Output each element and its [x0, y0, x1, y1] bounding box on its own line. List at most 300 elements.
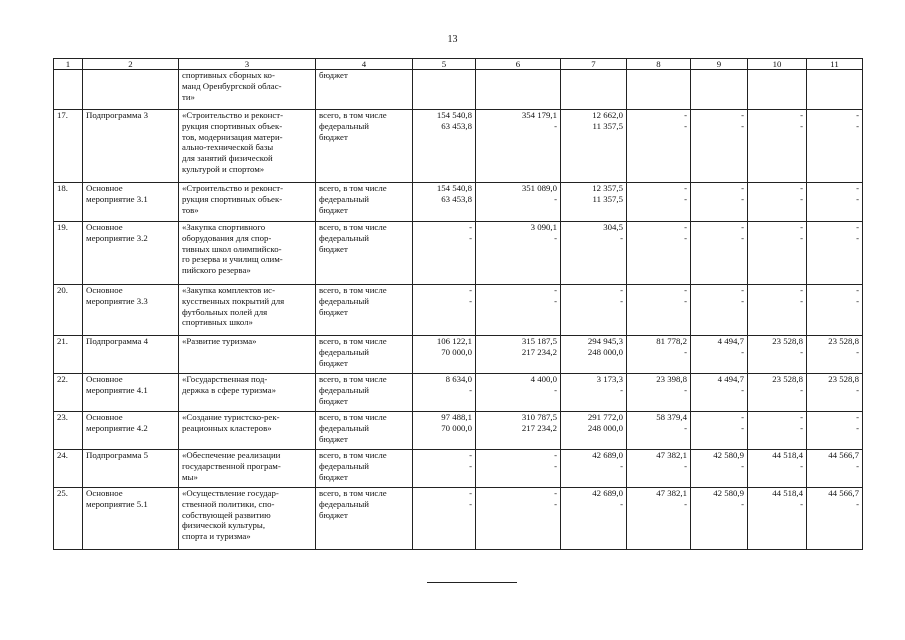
cell-line: бюджет	[319, 70, 348, 80]
row-number: 18.	[54, 183, 83, 222]
year-value-cell	[691, 183, 748, 222]
year-value-cell	[807, 222, 863, 285]
funding-value: 11 357,5	[592, 120, 623, 131]
funding-value: -	[741, 412, 744, 422]
table-row	[54, 110, 863, 183]
funding-value: 23 528,8	[772, 374, 803, 384]
funding-value: -	[741, 422, 744, 433]
funding-value: -	[856, 346, 859, 357]
element-name	[83, 70, 179, 110]
year-value-cell	[691, 450, 748, 488]
year-value-cell	[748, 222, 807, 285]
year-value-cell	[748, 374, 807, 412]
cell-line: бюджет	[319, 306, 348, 317]
funding-value: 44 566,7	[828, 450, 859, 460]
cell-line: «Осуществление государ-	[182, 488, 279, 498]
element-name	[83, 183, 179, 222]
cell-line: мероприятие 3.1	[86, 193, 148, 204]
funding-value: -	[800, 285, 803, 295]
year-value-cell	[627, 183, 691, 222]
funding-source	[316, 222, 413, 285]
funding-value: -	[684, 422, 687, 433]
year-value-cell	[476, 110, 561, 183]
cell-line: бюджет	[319, 433, 348, 444]
element-title	[179, 374, 316, 412]
year-value-cell	[627, 488, 691, 550]
funding-value: 12 662,0	[592, 110, 623, 120]
cell-line: реационных кластеров»	[182, 422, 272, 433]
element-name	[83, 450, 179, 488]
funding-value: -	[684, 346, 687, 357]
cell-line: бюджет	[319, 357, 348, 368]
funding-value: -	[800, 120, 803, 131]
element-title	[179, 450, 316, 488]
year-value-cell	[413, 336, 476, 374]
row-number: 19.	[54, 222, 83, 285]
cell-line: бюджет	[319, 243, 348, 254]
cell-line: мы»	[182, 471, 198, 482]
year-value-cell	[476, 70, 561, 110]
year-value-cell	[748, 336, 807, 374]
year-value-cell	[561, 336, 627, 374]
cell-line: федеральный	[319, 384, 369, 395]
funding-value: 44 566,7	[828, 488, 859, 498]
column-header: 11	[807, 59, 863, 70]
funding-value: -	[554, 295, 557, 306]
cell-line: «Строительство и реконст-	[182, 110, 284, 120]
cell-line: бюджет	[319, 509, 348, 520]
table-row	[54, 412, 863, 450]
funding-value: -	[856, 422, 859, 433]
table-row	[54, 183, 863, 222]
funding-value: -	[856, 120, 859, 131]
funding-value: 44 518,4	[772, 450, 803, 460]
row-number: 22.	[54, 374, 83, 412]
cell-line: федеральный	[319, 232, 369, 243]
year-value-cell	[691, 374, 748, 412]
funding-value: 248 000,0	[587, 422, 623, 433]
funding-value: 106 122,1	[436, 336, 472, 346]
cell-line: спорта и туризма»	[182, 531, 251, 542]
funding-value: -	[800, 422, 803, 433]
funding-source	[316, 488, 413, 550]
table-row	[54, 70, 863, 110]
element-title	[179, 285, 316, 336]
year-value-cell	[413, 450, 476, 488]
year-value-cell	[413, 70, 476, 110]
funding-source	[316, 70, 413, 110]
column-number-row	[54, 59, 863, 70]
cell-line: мероприятие 5.1	[86, 498, 148, 509]
funding-value: 47 382,1	[656, 488, 687, 498]
cell-line: федеральный	[319, 193, 369, 204]
cell-line: рукция спортивных объек-	[182, 120, 283, 131]
funding-value: 3 090,1	[530, 222, 557, 232]
funding-value: -	[856, 384, 859, 395]
funding-value: 97 488,1	[441, 412, 472, 422]
funding-value: -	[469, 498, 472, 509]
cell-line: кусственных покрытий для	[182, 295, 285, 306]
cell-line: Основное	[86, 183, 123, 193]
funding-value: -	[684, 295, 687, 306]
element-name	[83, 412, 179, 450]
year-value-cell	[627, 222, 691, 285]
funding-value: -	[684, 222, 687, 232]
column-header: 5	[413, 59, 476, 70]
funding-value: -	[800, 460, 803, 471]
year-value-cell	[561, 183, 627, 222]
funding-value: -	[684, 498, 687, 509]
row-number: 24.	[54, 450, 83, 488]
funding-value: -	[856, 285, 859, 295]
column-header: 6	[476, 59, 561, 70]
funding-value: -	[620, 498, 623, 509]
cell-line: ально-технической базы	[182, 142, 274, 153]
element-title	[179, 412, 316, 450]
year-value-cell	[627, 374, 691, 412]
column-header: 8	[627, 59, 691, 70]
funding-source	[316, 374, 413, 412]
element-title	[179, 183, 316, 222]
cell-line: всего, в том числе	[319, 450, 387, 460]
year-value-cell	[691, 222, 748, 285]
year-value-cell	[413, 488, 476, 550]
funding-value: -	[741, 183, 744, 193]
funding-value: -	[800, 384, 803, 395]
funding-value: 4 494,7	[717, 336, 744, 346]
funding-value: 70 000,0	[441, 346, 472, 357]
funding-value: -	[800, 498, 803, 509]
funding-value: -	[856, 295, 859, 306]
funding-value: 70 000,0	[441, 422, 472, 433]
cell-line: федеральный	[319, 498, 369, 509]
element-name	[83, 110, 179, 183]
funding-value: -	[800, 412, 803, 422]
year-value-cell	[627, 412, 691, 450]
year-value-cell	[561, 374, 627, 412]
year-value-cell	[691, 412, 748, 450]
year-value-cell	[413, 222, 476, 285]
cell-line: Подпрограмма 4	[86, 336, 148, 346]
funding-value: -	[684, 183, 687, 193]
funding-value: -	[469, 450, 472, 460]
year-value-cell	[807, 183, 863, 222]
funding-value: -	[684, 460, 687, 471]
cell-line: тов, модернизация матери-	[182, 131, 283, 142]
cell-line: мероприятие 3.3	[86, 295, 148, 306]
cell-line: для занятий физической	[182, 153, 273, 164]
cell-line: бюджет	[319, 131, 348, 142]
funding-value: -	[856, 193, 859, 204]
funding-value: 63 453,8	[441, 120, 472, 131]
funding-value: -	[620, 232, 623, 243]
cell-line: физической культуры,	[182, 520, 266, 531]
cell-line: рукция спортивных объек-	[182, 193, 283, 204]
cell-line: бюджет	[319, 204, 348, 215]
funding-value: -	[554, 193, 557, 204]
column-header: 1	[54, 59, 83, 70]
funding-value: 351 089,0	[521, 183, 557, 193]
funding-value: 11 357,5	[592, 193, 623, 204]
year-value-cell	[561, 412, 627, 450]
cell-line: всего, в том числе	[319, 374, 387, 384]
funding-value: -	[620, 460, 623, 471]
row-number: 23.	[54, 412, 83, 450]
funding-value: 154 540,8	[436, 110, 472, 120]
funding-value: -	[856, 412, 859, 422]
funding-value: -	[554, 384, 557, 395]
year-value-cell	[627, 70, 691, 110]
cell-line: «Обеспечение реализации	[182, 450, 281, 460]
funding-value: 248 000,0	[587, 346, 623, 357]
funding-value: -	[620, 384, 623, 395]
cell-line: манд Оренбургской облас-	[182, 80, 282, 91]
funding-value: 217 234,2	[521, 346, 557, 357]
funding-value: -	[554, 285, 557, 295]
year-value-cell	[748, 285, 807, 336]
row-number: 25.	[54, 488, 83, 550]
funding-value: -	[469, 488, 472, 498]
year-value-cell	[807, 336, 863, 374]
funding-value: -	[856, 498, 859, 509]
funding-value: -	[684, 384, 687, 395]
funding-value: -	[741, 460, 744, 471]
year-value-cell	[807, 110, 863, 183]
funding-value: -	[741, 222, 744, 232]
element-title	[179, 488, 316, 550]
funding-value: -	[469, 232, 472, 243]
cell-line: ти»	[182, 91, 195, 102]
cell-line: всего, в том числе	[319, 336, 387, 346]
row-number: 17.	[54, 110, 83, 183]
funding-value: -	[800, 193, 803, 204]
funding-source	[316, 110, 413, 183]
table-row	[54, 488, 863, 550]
funding-source	[316, 336, 413, 374]
year-value-cell	[748, 412, 807, 450]
cell-line: футбольных полей для	[182, 306, 268, 317]
element-name	[83, 488, 179, 550]
funding-value: -	[684, 232, 687, 243]
cell-line: Подпрограмма 3	[86, 110, 148, 120]
cell-line: держка в сфере туризма»	[182, 384, 276, 395]
cell-line: «Строительство и реконст-	[182, 183, 284, 193]
funding-value: -	[741, 498, 744, 509]
funding-source	[316, 450, 413, 488]
year-value-cell	[413, 285, 476, 336]
element-title	[179, 70, 316, 110]
year-value-cell	[561, 488, 627, 550]
funding-value: 3 173,3	[596, 374, 623, 384]
column-header: 4	[316, 59, 413, 70]
column-header: 10	[748, 59, 807, 70]
funding-value: 42 689,0	[592, 450, 623, 460]
cell-line: федеральный	[319, 295, 369, 306]
year-value-cell	[476, 285, 561, 336]
year-value-cell	[627, 110, 691, 183]
year-value-cell	[476, 336, 561, 374]
funding-source	[316, 285, 413, 336]
year-value-cell	[627, 336, 691, 374]
funding-value: -	[741, 232, 744, 243]
element-title	[179, 336, 316, 374]
funding-value: 42 689,0	[592, 488, 623, 498]
year-value-cell	[807, 285, 863, 336]
year-value-cell	[748, 183, 807, 222]
year-value-cell	[748, 70, 807, 110]
year-value-cell	[807, 412, 863, 450]
year-value-cell	[748, 450, 807, 488]
cell-line: бюджет	[319, 395, 348, 406]
cell-line: всего, в том числе	[319, 222, 387, 232]
year-value-cell	[691, 488, 748, 550]
table-row	[54, 336, 863, 374]
year-value-cell	[807, 70, 863, 110]
cell-line: бюджет	[319, 471, 348, 482]
funding-value: -	[684, 110, 687, 120]
funding-value: -	[684, 285, 687, 295]
funding-value: 8 634,0	[445, 374, 472, 384]
cell-line: всего, в том числе	[319, 110, 387, 120]
cell-line: тивных школ олимпийско-	[182, 243, 282, 254]
cell-line: Основное	[86, 285, 123, 295]
funding-value: 23 398,8	[656, 374, 687, 384]
funding-value: 47 382,1	[656, 450, 687, 460]
year-value-cell	[413, 374, 476, 412]
cell-line: собствующей развитию	[182, 509, 271, 520]
funding-source	[316, 412, 413, 450]
funding-value: 23 528,8	[828, 374, 859, 384]
funding-value: 42 580,9	[713, 488, 744, 498]
year-value-cell	[748, 488, 807, 550]
cell-line: спортивных школ»	[182, 317, 253, 328]
funding-value: -	[856, 183, 859, 193]
column-header: 9	[691, 59, 748, 70]
funding-value: -	[800, 295, 803, 306]
element-name	[83, 222, 179, 285]
element-title	[179, 110, 316, 183]
year-value-cell	[413, 183, 476, 222]
cell-line: тов»	[182, 204, 199, 215]
cell-line: «Создание туристско-рек-	[182, 412, 280, 422]
element-name	[83, 374, 179, 412]
funding-value: -	[554, 488, 557, 498]
funding-value: -	[800, 110, 803, 120]
element-name	[83, 285, 179, 336]
cell-line: всего, в том числе	[319, 183, 387, 193]
table-row	[54, 374, 863, 412]
funding-value: -	[554, 232, 557, 243]
funding-value: -	[554, 498, 557, 509]
year-value-cell	[413, 412, 476, 450]
funding-value: 23 528,8	[772, 336, 803, 346]
cell-line: Основное	[86, 412, 123, 422]
funding-value: 12 357,5	[592, 183, 623, 193]
funding-value: 154 540,8	[436, 183, 472, 193]
page-number: 13	[447, 34, 458, 45]
funding-value: -	[684, 193, 687, 204]
funding-value: 217 234,2	[521, 422, 557, 433]
funding-value: -	[856, 110, 859, 120]
funding-value: -	[741, 346, 744, 357]
year-value-cell	[476, 183, 561, 222]
funding-value: -	[741, 295, 744, 306]
funding-value: 23 528,8	[828, 336, 859, 346]
table-row	[54, 450, 863, 488]
funding-value: -	[800, 183, 803, 193]
year-value-cell	[476, 488, 561, 550]
cell-line: всего, в том числе	[319, 412, 387, 422]
funding-value: 304,5	[603, 222, 623, 232]
cell-line: Основное	[86, 488, 123, 498]
year-value-cell	[476, 222, 561, 285]
cell-line: Основное	[86, 222, 123, 232]
cell-line: «Закупка комплектов ис-	[182, 285, 276, 295]
year-value-cell	[413, 110, 476, 183]
funding-value: 294 945,3	[587, 336, 623, 346]
funding-value: -	[856, 232, 859, 243]
funding-value: -	[684, 120, 687, 131]
funding-value: -	[554, 120, 557, 131]
cell-line: Подпрограмма 5	[86, 450, 148, 460]
year-value-cell	[476, 412, 561, 450]
funding-value: -	[620, 285, 623, 295]
funding-value: 42 580,9	[713, 450, 744, 460]
cell-line: мероприятие 4.2	[86, 422, 148, 433]
cell-line: федеральный	[319, 422, 369, 433]
cell-line: федеральный	[319, 346, 369, 357]
cell-line: «Закупка спортивного	[182, 222, 266, 232]
year-value-cell	[691, 285, 748, 336]
year-value-cell	[561, 450, 627, 488]
funding-value: 354 179,1	[521, 110, 557, 120]
year-value-cell	[691, 110, 748, 183]
funding-value: 58 379,4	[656, 412, 687, 422]
cell-line: мероприятие 4.1	[86, 384, 148, 395]
year-value-cell	[561, 70, 627, 110]
cell-line: го резерва и училищ олим-	[182, 254, 283, 265]
row-number: 20.	[54, 285, 83, 336]
cell-line: Основное	[86, 374, 123, 384]
year-value-cell	[476, 374, 561, 412]
funding-value: -	[800, 232, 803, 243]
funding-value: -	[469, 222, 472, 232]
year-value-cell	[691, 70, 748, 110]
funding-value: -	[856, 460, 859, 471]
cell-line: всего, в том числе	[319, 285, 387, 295]
year-value-cell	[627, 450, 691, 488]
year-value-cell	[561, 285, 627, 336]
funding-value: 315 187,5	[521, 336, 557, 346]
funding-value: 4 494,7	[717, 374, 744, 384]
year-value-cell	[691, 336, 748, 374]
cell-line: «Развитие туризма»	[182, 336, 257, 346]
cell-line: ственной политики, спо-	[182, 498, 275, 509]
funding-value: -	[554, 460, 557, 471]
cell-line: федеральный	[319, 460, 369, 471]
table-row	[54, 222, 863, 285]
funding-value: -	[741, 193, 744, 204]
year-value-cell	[807, 450, 863, 488]
element-title	[179, 222, 316, 285]
funding-value: -	[741, 110, 744, 120]
funding-value: 44 518,4	[772, 488, 803, 498]
cell-line: культурой и спортом»	[182, 163, 265, 174]
funding-value: -	[741, 285, 744, 295]
funding-value: 81 778,2	[656, 336, 687, 346]
year-value-cell	[807, 488, 863, 550]
funding-value: -	[620, 295, 623, 306]
